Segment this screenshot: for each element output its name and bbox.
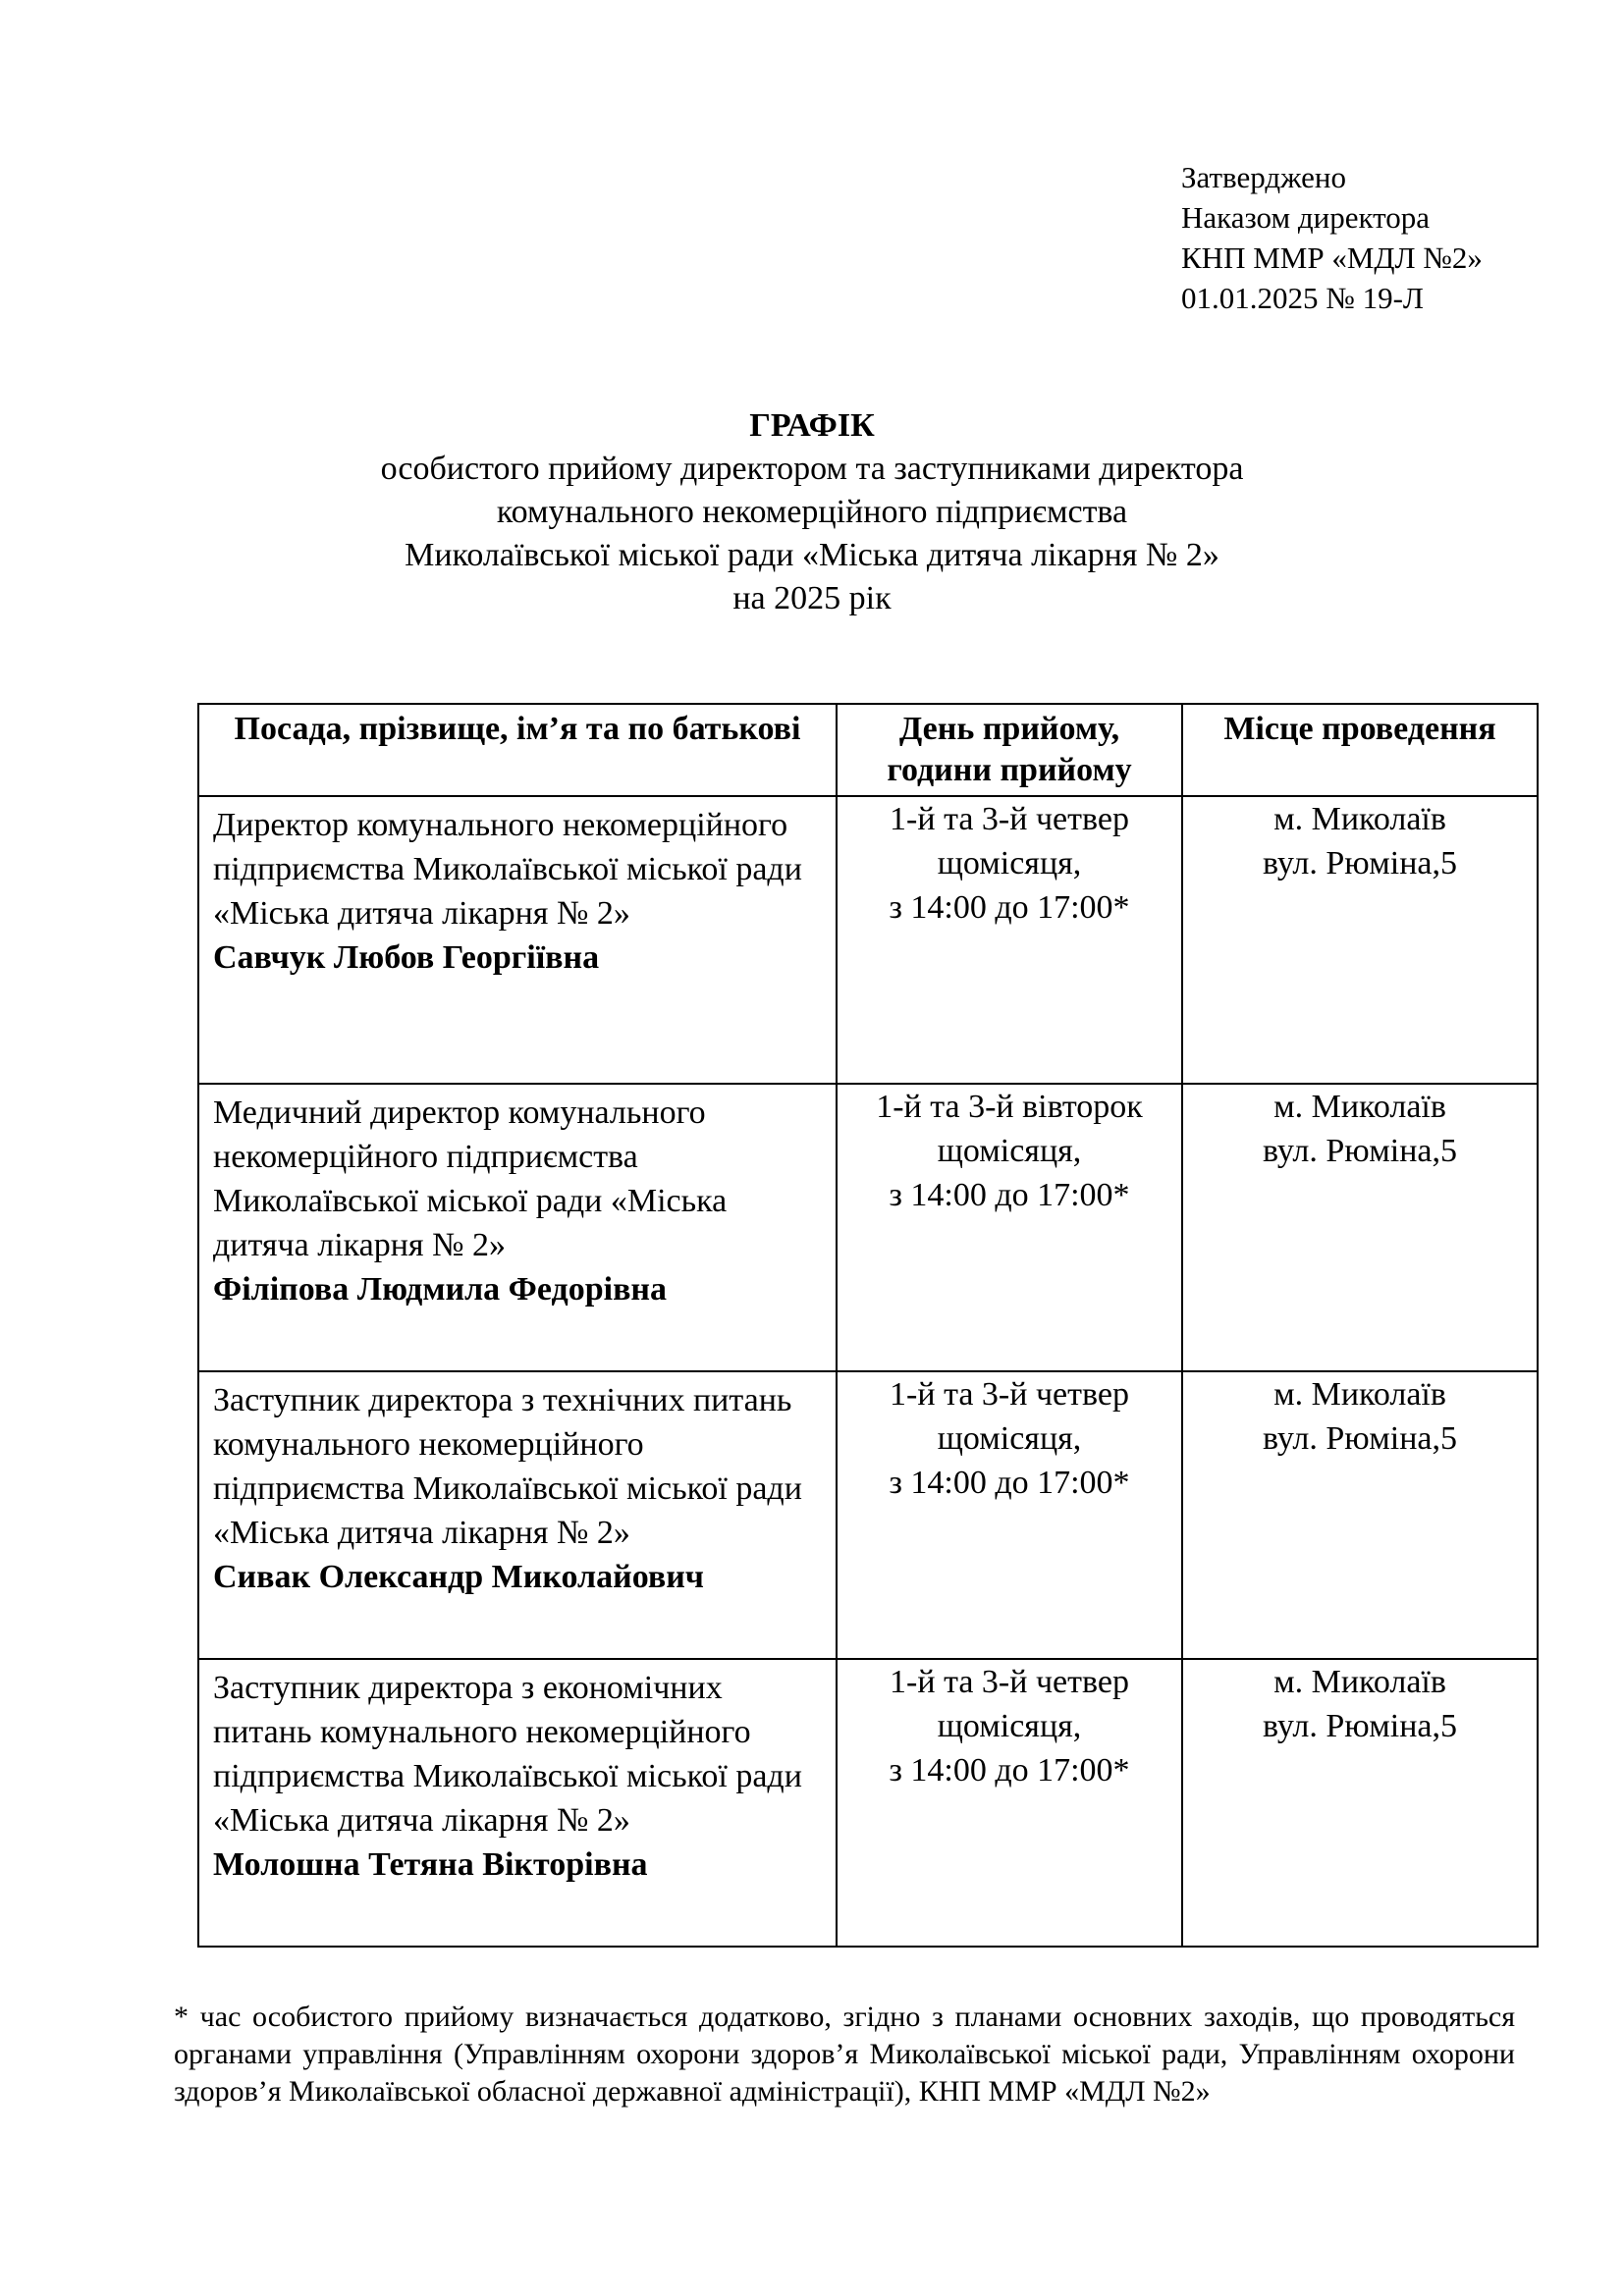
person-name: Савчук Любов Георгіївна — [213, 939, 600, 976]
approval-date-number: 01.01.2025 № 19-Л — [1181, 281, 1424, 315]
header-position: Посада, прізвище, ім’я та по батькові — [198, 704, 837, 796]
time-cell — [837, 1371, 1182, 1659]
approval-line: КНП ММР «МДЛ №2» — [1181, 240, 1483, 275]
approval-line: Затверджено — [1181, 160, 1346, 194]
document-title: ГРАФІК — [749, 407, 875, 444]
reception-day: 1-й та 3-й четвер — [890, 1376, 1129, 1413]
place-city: м. Миколаїв — [1273, 1089, 1446, 1125]
place-cell — [1182, 1084, 1538, 1371]
place-street: вул. Рюміна,5 — [1263, 845, 1457, 881]
table-row — [198, 796, 1538, 1084]
position-title: Заступник директора з економічних питань комунального некомерційного підприємства Миколаївської міської ради «Міська дитяча лікарня № 2» — [213, 1670, 802, 1839]
time-cell — [837, 1084, 1182, 1371]
footnote: * час особистого прийому визначається додатково, згідно з планами основних заходів, що проводяться органами управління (Управлінням охорони здоров’я Миколаївської міської ради, Управлінням охорони здоров’я Миколаївської обласної державної адміністрації), КНП ММР «МДЛ №2» — [174, 2001, 1515, 2108]
header-place: Місце проведення — [1182, 704, 1538, 796]
person-name: Молошна Тетяна Вікторівна — [213, 1846, 648, 1883]
reception-frequency: щомісяця, — [937, 1420, 1082, 1457]
person-name: Сивак Олександр Миколайович — [213, 1559, 704, 1595]
position-cell — [198, 1371, 837, 1659]
place-city: м. Миколаїв — [1273, 801, 1446, 837]
approval-line: Наказом директора — [1181, 200, 1431, 235]
reception-frequency: щомісяця, — [937, 845, 1082, 881]
header-time: День прийому, години прийому — [837, 704, 1182, 796]
place-cell — [1182, 796, 1538, 1084]
place-cell — [1182, 1659, 1538, 1947]
reception-hours: з 14:00 до 17:00* — [889, 1752, 1130, 1789]
place-street: вул. Рюміна,5 — [1263, 1708, 1457, 1744]
place-street: вул. Рюміна,5 — [1263, 1420, 1457, 1457]
time-cell — [837, 1659, 1182, 1947]
table-row — [198, 1084, 1538, 1371]
person-name: Філіпова Людмила Федорівна — [213, 1271, 668, 1308]
time-cell — [837, 796, 1182, 1084]
reception-frequency: щомісяця, — [937, 1133, 1082, 1169]
place-cell — [1182, 1371, 1538, 1659]
table-header-row — [198, 704, 1538, 796]
position-title: Медичний директор комунального некомерційного підприємства Миколаївської міської ради «Міська дитяча лікарня № 2» — [213, 1095, 728, 1263]
position-cell — [198, 1659, 837, 1947]
place-street: вул. Рюміна,5 — [1263, 1133, 1457, 1169]
place-city: м. Миколаїв — [1273, 1376, 1446, 1413]
table-row — [198, 1659, 1538, 1947]
position-cell — [198, 1084, 837, 1371]
reception-day: 1-й та 3-й вівторок — [876, 1089, 1143, 1125]
reception-frequency: щомісяця, — [937, 1708, 1082, 1744]
document-subtitle-line: комунального некомерційного підприємства — [496, 494, 1128, 530]
reception-hours: з 14:00 до 17:00* — [889, 889, 1130, 926]
place-city: м. Миколаїв — [1273, 1664, 1446, 1700]
document-title-block — [0, 404, 1624, 620]
table-row — [198, 1371, 1538, 1659]
document-subtitle-line: Миколаївської міської ради «Міська дитяча лікарня № 2» — [405, 537, 1219, 573]
document-subtitle-line: особистого прийому директором та заступниками директора — [380, 451, 1244, 487]
reception-day: 1-й та 3-й четвер — [890, 1664, 1129, 1700]
document-year: на 2025 рік — [732, 580, 892, 616]
reception-schedule-table — [197, 703, 1539, 1948]
position-title: Заступник директора з технічних питань комунального некомерційного підприємства Миколаївської міської ради «Міська дитяча лікарня № 2» — [213, 1382, 802, 1551]
position-cell — [198, 796, 837, 1084]
approval-stamp-block — [1181, 157, 1483, 318]
reception-hours: з 14:00 до 17:00* — [889, 1465, 1130, 1501]
reception-day: 1-й та 3-й четвер — [890, 801, 1129, 837]
reception-hours: з 14:00 до 17:00* — [889, 1177, 1130, 1213]
position-title: Директор комунального некомерційного підприємства Миколаївської міської ради «Міська дитяча лікарня № 2» — [213, 807, 802, 932]
